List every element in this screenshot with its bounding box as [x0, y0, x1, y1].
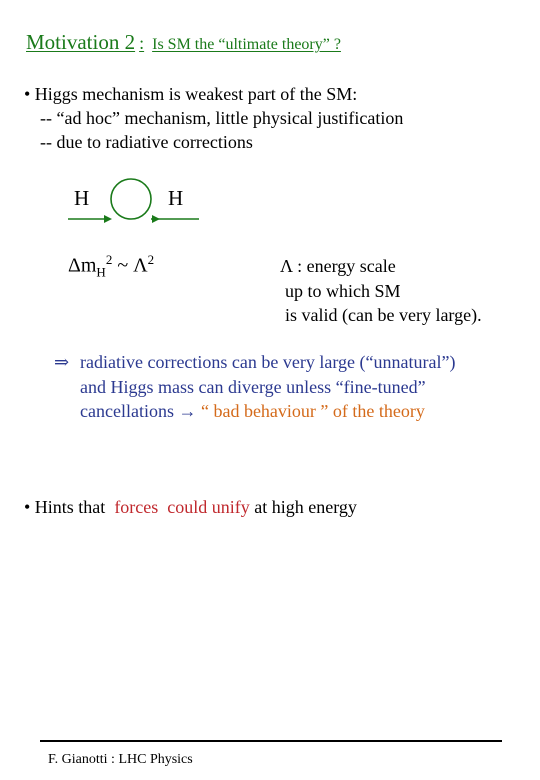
implication-line3 — [80, 401, 425, 422]
bullet2-gap — [158, 497, 167, 517]
diagram-label-right: H — [168, 186, 184, 210]
bad-behaviour-text: “ bad behaviour ” of the theory — [200, 401, 425, 421]
lambda-note-line3: is valid (can be very large). — [285, 305, 482, 325]
bullet-higgs-weakest: • Higgs mechanism is weakest part of the SM: — [24, 84, 358, 104]
higgs-line-left — [68, 215, 112, 223]
implication-cancellations: cancellations — [80, 401, 174, 421]
diagram-label-left: H — [74, 186, 90, 210]
lambda-note-line1: Λ : energy scale — [280, 256, 396, 276]
bullet2-forces: forces — [114, 497, 159, 517]
title-main: Motivation 2 — [26, 30, 136, 54]
bullet2-end: at high energy — [249, 497, 357, 517]
sub-bullet-radiative: -- due to radiative corrections — [40, 132, 253, 152]
bullet2-start: • Hints that — [24, 497, 115, 517]
bullet2-unify: could unify — [167, 497, 250, 517]
formula-lambda: ~ Λ — [112, 254, 148, 277]
loop-circle — [111, 179, 151, 219]
formula-superscript-2b: 2 — [147, 252, 155, 267]
formula-delta-m: Δm — [68, 254, 97, 277]
lambda-note-line2: up to which SM — [285, 281, 401, 301]
higgs-line-right — [151, 215, 199, 223]
formula-superscript-2: 2 — [105, 252, 113, 267]
mass-correction-formula — [68, 252, 154, 281]
title-subtitle: Is SM the “ultimate theory” ? — [152, 36, 341, 53]
sub-bullet-ad-hoc: -- “ad hoc” mechanism, little physical justification — [40, 108, 404, 128]
implication-line2: and Higgs mass can diverge unless “fine-tuned” — [80, 377, 426, 397]
right-arrow-icon: → — [178, 401, 197, 421]
implies-arrow: ⇒ — [54, 352, 70, 372]
footer-text: F. Gianotti : LHC Physics — [48, 752, 193, 767]
footer-divider — [40, 740, 502, 742]
implication-line1: radiative corrections can be very large (“unnatural”) — [80, 352, 456, 372]
title-separator: : — [139, 33, 145, 53]
bullet-unification — [24, 497, 357, 518]
formula-subscript-h: H — [96, 264, 106, 280]
